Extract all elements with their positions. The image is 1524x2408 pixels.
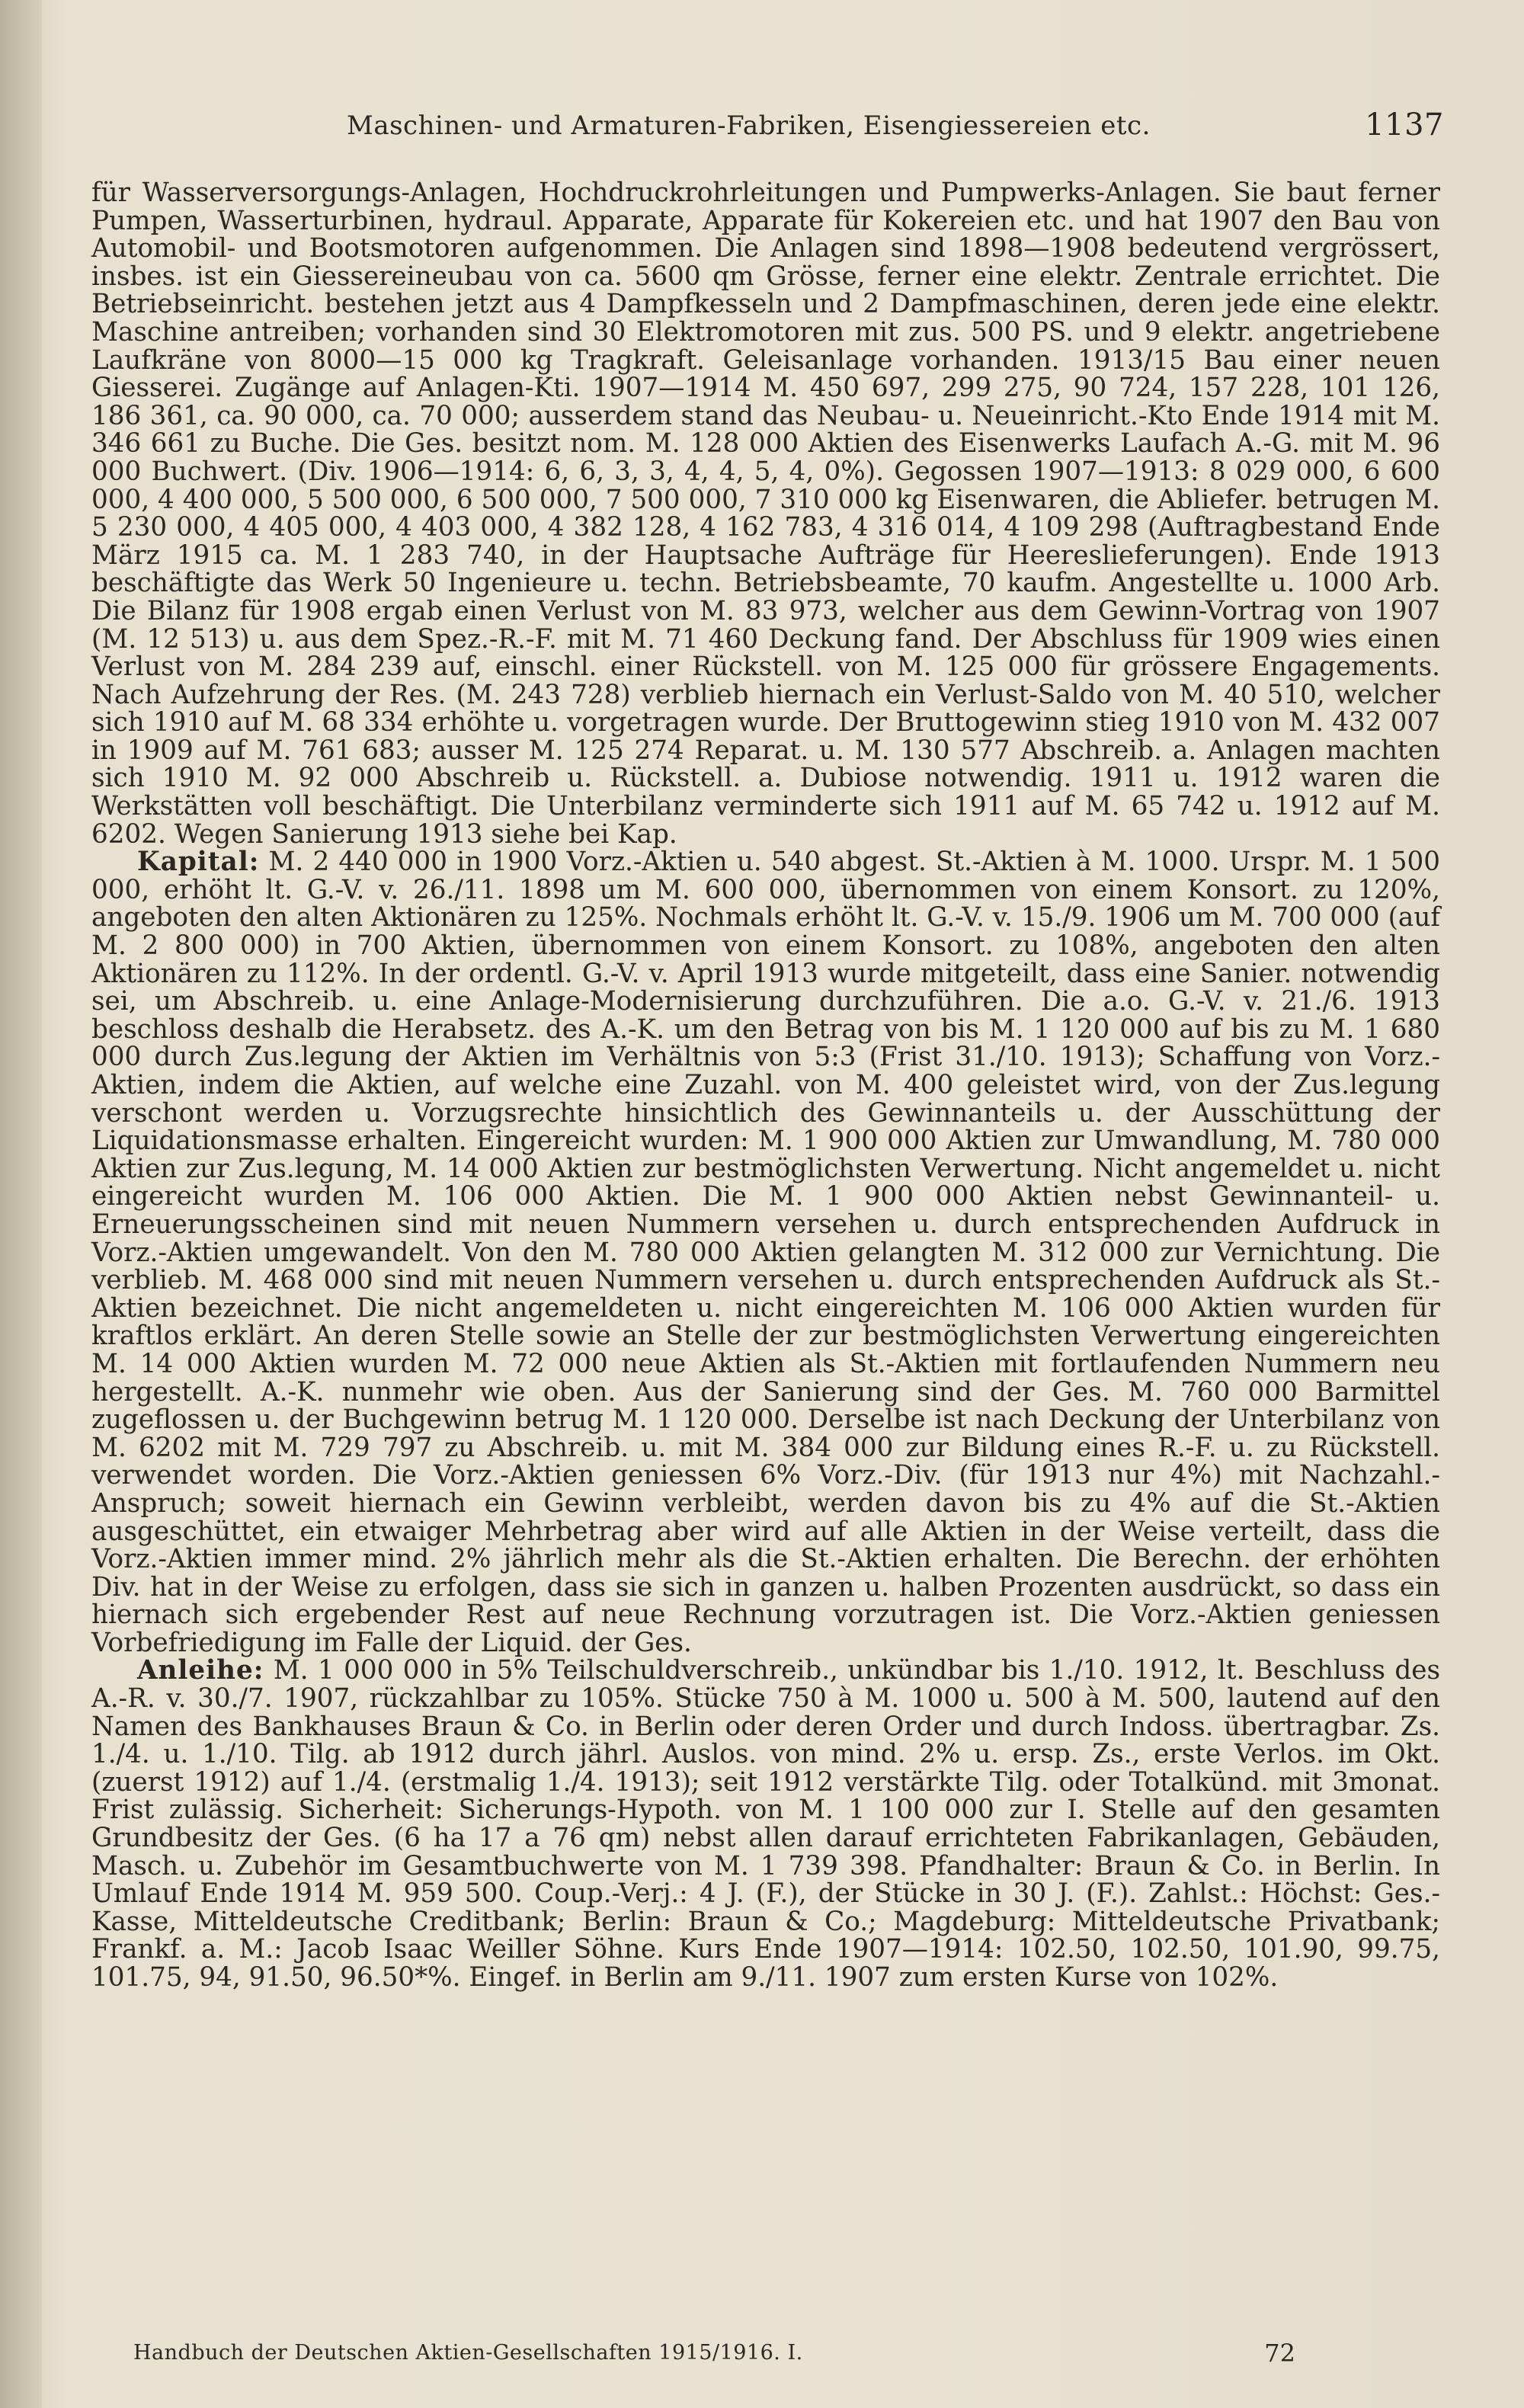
running-header — [347, 107, 1444, 149]
kapital-label: Kapital: — [137, 847, 260, 878]
header-title: Maschinen- und Armaturen-Fabriken, Eisengiessereien etc. — [347, 110, 1151, 141]
anleihe-text: M. 1 000 000 in 5% Teilschuldverschreib., unkündbar bis 1./10. 1912, lt. Beschluss des A.-R. v. 30./7. 1907, rückzahlbar zu 105%. Stücke 750 à M. 1000 u. 500 à M. 500, lautend auf den Namen des Bankhauses Braun & Co. in Berlin oder deren Order und durch Indoss. übertragbar. Zs. 1./4. u. 1./10. Tilg. ab 1912 durch jährl. Auslos. von mind. 2% u. ersp. Zs., erste Verlos. im Okt. (zuerst 1912) auf 1./4. (erstmalig 1./4. 1913); seit 1912 verstärkte Tilg. oder Totalkünd. mit 3monat. Frist zulässig. Sicherheit: Sicherungs-Hypoth. von M. 1 100 000 zur I. Stelle auf den gesamten Grundbesitz der Ges. (6 ha 17 a 76 qm) nebst allen darauf errichteten Fabrikanlagen, Gebäuden, Masch. u. Zubehör im Gesamtbuchwerte von M. 1 739 398. Pfandhalter: Braun & Co. in Berlin. In Umlauf Ende 1914 M. 959 500. Coup.-Verj.: 4 J. (F.), der Stücke in 30 J. (F.). Zahlst.: Höchst: Ges.-Kasse, Mitteldeutsche Creditbank; Berlin: Braun & Co.; Magdeburg: Mitteldeutsche Privatbank; Frankf. a. M.: Jacob Isaac Weiller Söhne. Kurs Ende 1907—1914: 102.50, 102.50, 101.90, 99.75, 101.75, 94, 91.50, 96.50*%. Eingef. in Berlin am 9./11. 1907 zum ersten Kurse von 102%. — [91, 1655, 1440, 1993]
footer-source: Handbuch der Deutschen Aktien-Gesellschaften 1915/1916. I. — [133, 2341, 803, 2365]
article-body — [91, 179, 1440, 1992]
anleihe-section — [91, 1657, 1440, 1991]
anleihe-label: Anleihe: — [137, 1655, 264, 1686]
kapital-text: M. 2 440 000 in 1900 Vorz.-Aktien u. 540 abgest. St.-Aktien à M. 1000. Urspr. M. 1 500 000, erhöht lt. G.-V. v. 26./11. 1898 um M. 600 000, übernommen von einem Konsort. zu 120%, angeboten den alten Aktionären zu 125%. Nochmals erhöht lt. G.-V. v. 15./9. 1906 um M. 700 000 (auf M. 2 800 000) in 700 Aktien, übernommen von einem Konsort. zu 108%, angeboten den alten Aktionären zu 112%. In der ordentl. G.-V. v. April 1913 wurde mitgeteilt, dass eine Sanier. notwendig sei, um Abschreib. u. eine Anlage-Modernisierung durchzuführen. Die a.o. G.-V. v. 21./6. 1913 beschloss deshalb die Herabsetz. des A.-K. um den Betrag von bis M. 1 120 000 auf bis zu M. 1 680 000 durch Zus.legung der Aktien im Verhältnis von 5:3 (Frist 31./10. 1913); Schaffung von Vorz.-Aktien, indem die Aktien, auf welche eine Zuzahl. von M. 400 geleistet wird, von der Zus.legung verschont werden u. Vorzugsrechte hinsichtlich des Gewinnanteils u. der Ausschüttung der Liquidationsmasse erhalten. Eingereicht wurden: M. 1 900 000 Aktien zur Umwandlung, M. 780 000 Aktien zur Zus.legung, M. 14 000 Aktien zur bestmöglichsten Verwertung. Nicht angemeldet u. nicht eingereicht wurden M. 106 000 Aktien. Die M. 1 900 000 Aktien nebst Gewinnanteil- u. Erneuerungsscheinen sind mit neuen Nummern versehen u. durch entsprechenden Aufdruck in Vorz.-Aktien umgewandelt. Von den M. 780 000 Aktien gelangten M. 312 000 zur Vernichtung. Die verblieb. M. 468 000 sind mit neuen Nummern versehen u. durch entsprechenden Aufdruck als St.-Aktien bezeichnet. Die nicht angemeldeten u. nicht eingereichten M. 106 000 Aktien wurden für kraftlos erklärt. An deren Stelle sowie an Stelle der zur bestmöglichsten Verwertung eingereichten M. 14 000 Aktien wurden M. 72 000 neue Aktien als St.-Aktien mit fortlaufenden Nummern neu hergestellt. A.-K. nunmehr wie oben. Aus der Sanierung sind der Ges. M. 760 000 Barmittel zugeflossen u. der Buchgewinn betrug M. 1 120 000. Derselbe ist nach Deckung der Unterbilanz von M. 6202 mit M. 729 797 zu Abschreib. u. mit M. 384 000 zur Bildung eines R.-F. u. zu Rückstell. verwendet worden. Die Vorz.-Aktien geniessen 6% Vorz.-Div. (für 1913 nur 4%) mit Nachzahl.-Anspruch; soweit hiernach ein Gewinn verbleibt, werden davon bis zu 4% auf die St.-Aktien ausgeschüttet, ein etwaiger Mehrbetrag aber wird auf alle Aktien in der Weise verteilt, dass die Vorz.-Aktien immer mind. 2% jährlich mehr als die St.-Aktien erhalten. Die Berechn. der erhöhten Div. hat in der Weise zu erfolgen, dass sie sich in ganzen u. halben Prozenten ausdrückt, so dass ein hiernach sich ergebender Rest auf neue Rechnung vorzutragen ist. Die Vorz.-Aktien geniessen Vorbefriedigung im Falle der Liquid. der Ges. — [91, 847, 1440, 1658]
page-number: 1137 — [1365, 107, 1444, 142]
page-footer — [133, 2341, 1295, 2371]
company-description-paragraph: für Wasserversorgungs-Anlagen, Hochdruckrohrleitungen und Pumpwerks-Anlagen. Sie baut ferner Pumpen, Wasserturbinen, hydraul. Apparate, Apparate für Kokereien etc. und hat 1907 den Bau von Automobil- und Bootsmotoren aufgenommen. Die Anlagen sind 1898—1908 bedeutend vergrössert, insbes. ist ein Giessereineubau von ca. 5600 qm Grösse, ferner eine elektr. Zentrale errichtet. Die Betriebseinricht. bestehen jetzt aus 4 Dampfkesseln und 2 Dampfmaschinen, deren jede eine elektr. Maschine antreiben; vorhanden sind 30 Elektromotoren mit zus. 500 PS. und 9 elektr. angetriebene Laufkräne von 8000—15 000 kg Tragkraft. Geleisanlage vorhanden. 1913/15 Bau einer neuen Giesserei. Zugänge auf Anlagen-Kti. 1907—1914 M. 450 697, 299 275, 90 724, 157 228, 101 126, 186 361, ca. 90 000, ca. 70 000; ausserdem stand das Neubau- u. Neueinricht.-Kto Ende 1914 mit M. 346 661 zu Buche. Die Ges. besitzt nom. M. 128 000 Aktien des Eisenwerks Laufach A.-G. mit M. 96 000 Buchwert. (Div. 1906—1914: 6, 6, 3, 3, 4, 4, 5, 4, 0%). Gegossen 1907—1913: 8 029 000, 6 600 000, 4 400 000, 5 500 000, 6 500 000, 7 500 000, 7 310 000 kg Eisenwaren, die Abliefer. betrugen M. 5 230 000, 4 405 000, 4 403 000, 4 382 128, 4 162 783, 4 316 014, 4 109 298 (Auftragbestand Ende März 1915 ca. M. 1 283 740, in der Hauptsache Aufträge für Heereslieferungen). Ende 1913 beschäftigte das Werk 50 Ingenieure u. techn. Betriebsbeamte, 70 kaufm. Angestellte u. 1000 Arb. Die Bilanz für 1908 ergab einen Verlust von M. 83 973, welcher aus dem Gewinn-Vortrag von 1907 (M. 12 513) u. aus dem Spez.-R.-F. mit M. 71 460 Deckung fand. Der Abschluss für 1909 wies einen Verlust von M. 284 239 auf, einschl. einer Rückstell. von M. 125 000 für grössere Engagements. Nach Aufzehrung der Res. (M. 243 728) verblieb hiernach ein Verlust-Saldo von M. 40 510, welcher sich 1910 auf M. 68 334 erhöhte u. vorgetragen wurde. Der Bruttogewinn stieg 1910 von M. 432 007 in 1909 auf M. 761 683; ausser M. 125 274 Reparat. u. M. 130 577 Abschreib. a. Anlagen machten sich 1910 M. 92 000 Abschreib u. Rückstell. a. Dubiose notwendig. 1911 u. 1912 waren die Werkstätten voll beschäftigt. Die Unterbilanz verminderte sich 1911 auf M. 65 742 u. 1912 auf M. 6202. Wegen Sanierung 1913 siehe bei Kap. — [91, 178, 1440, 850]
kapital-section — [91, 848, 1440, 1657]
binding-gutter — [0, 0, 42, 2408]
footer-signature: 72 — [1264, 2339, 1295, 2368]
